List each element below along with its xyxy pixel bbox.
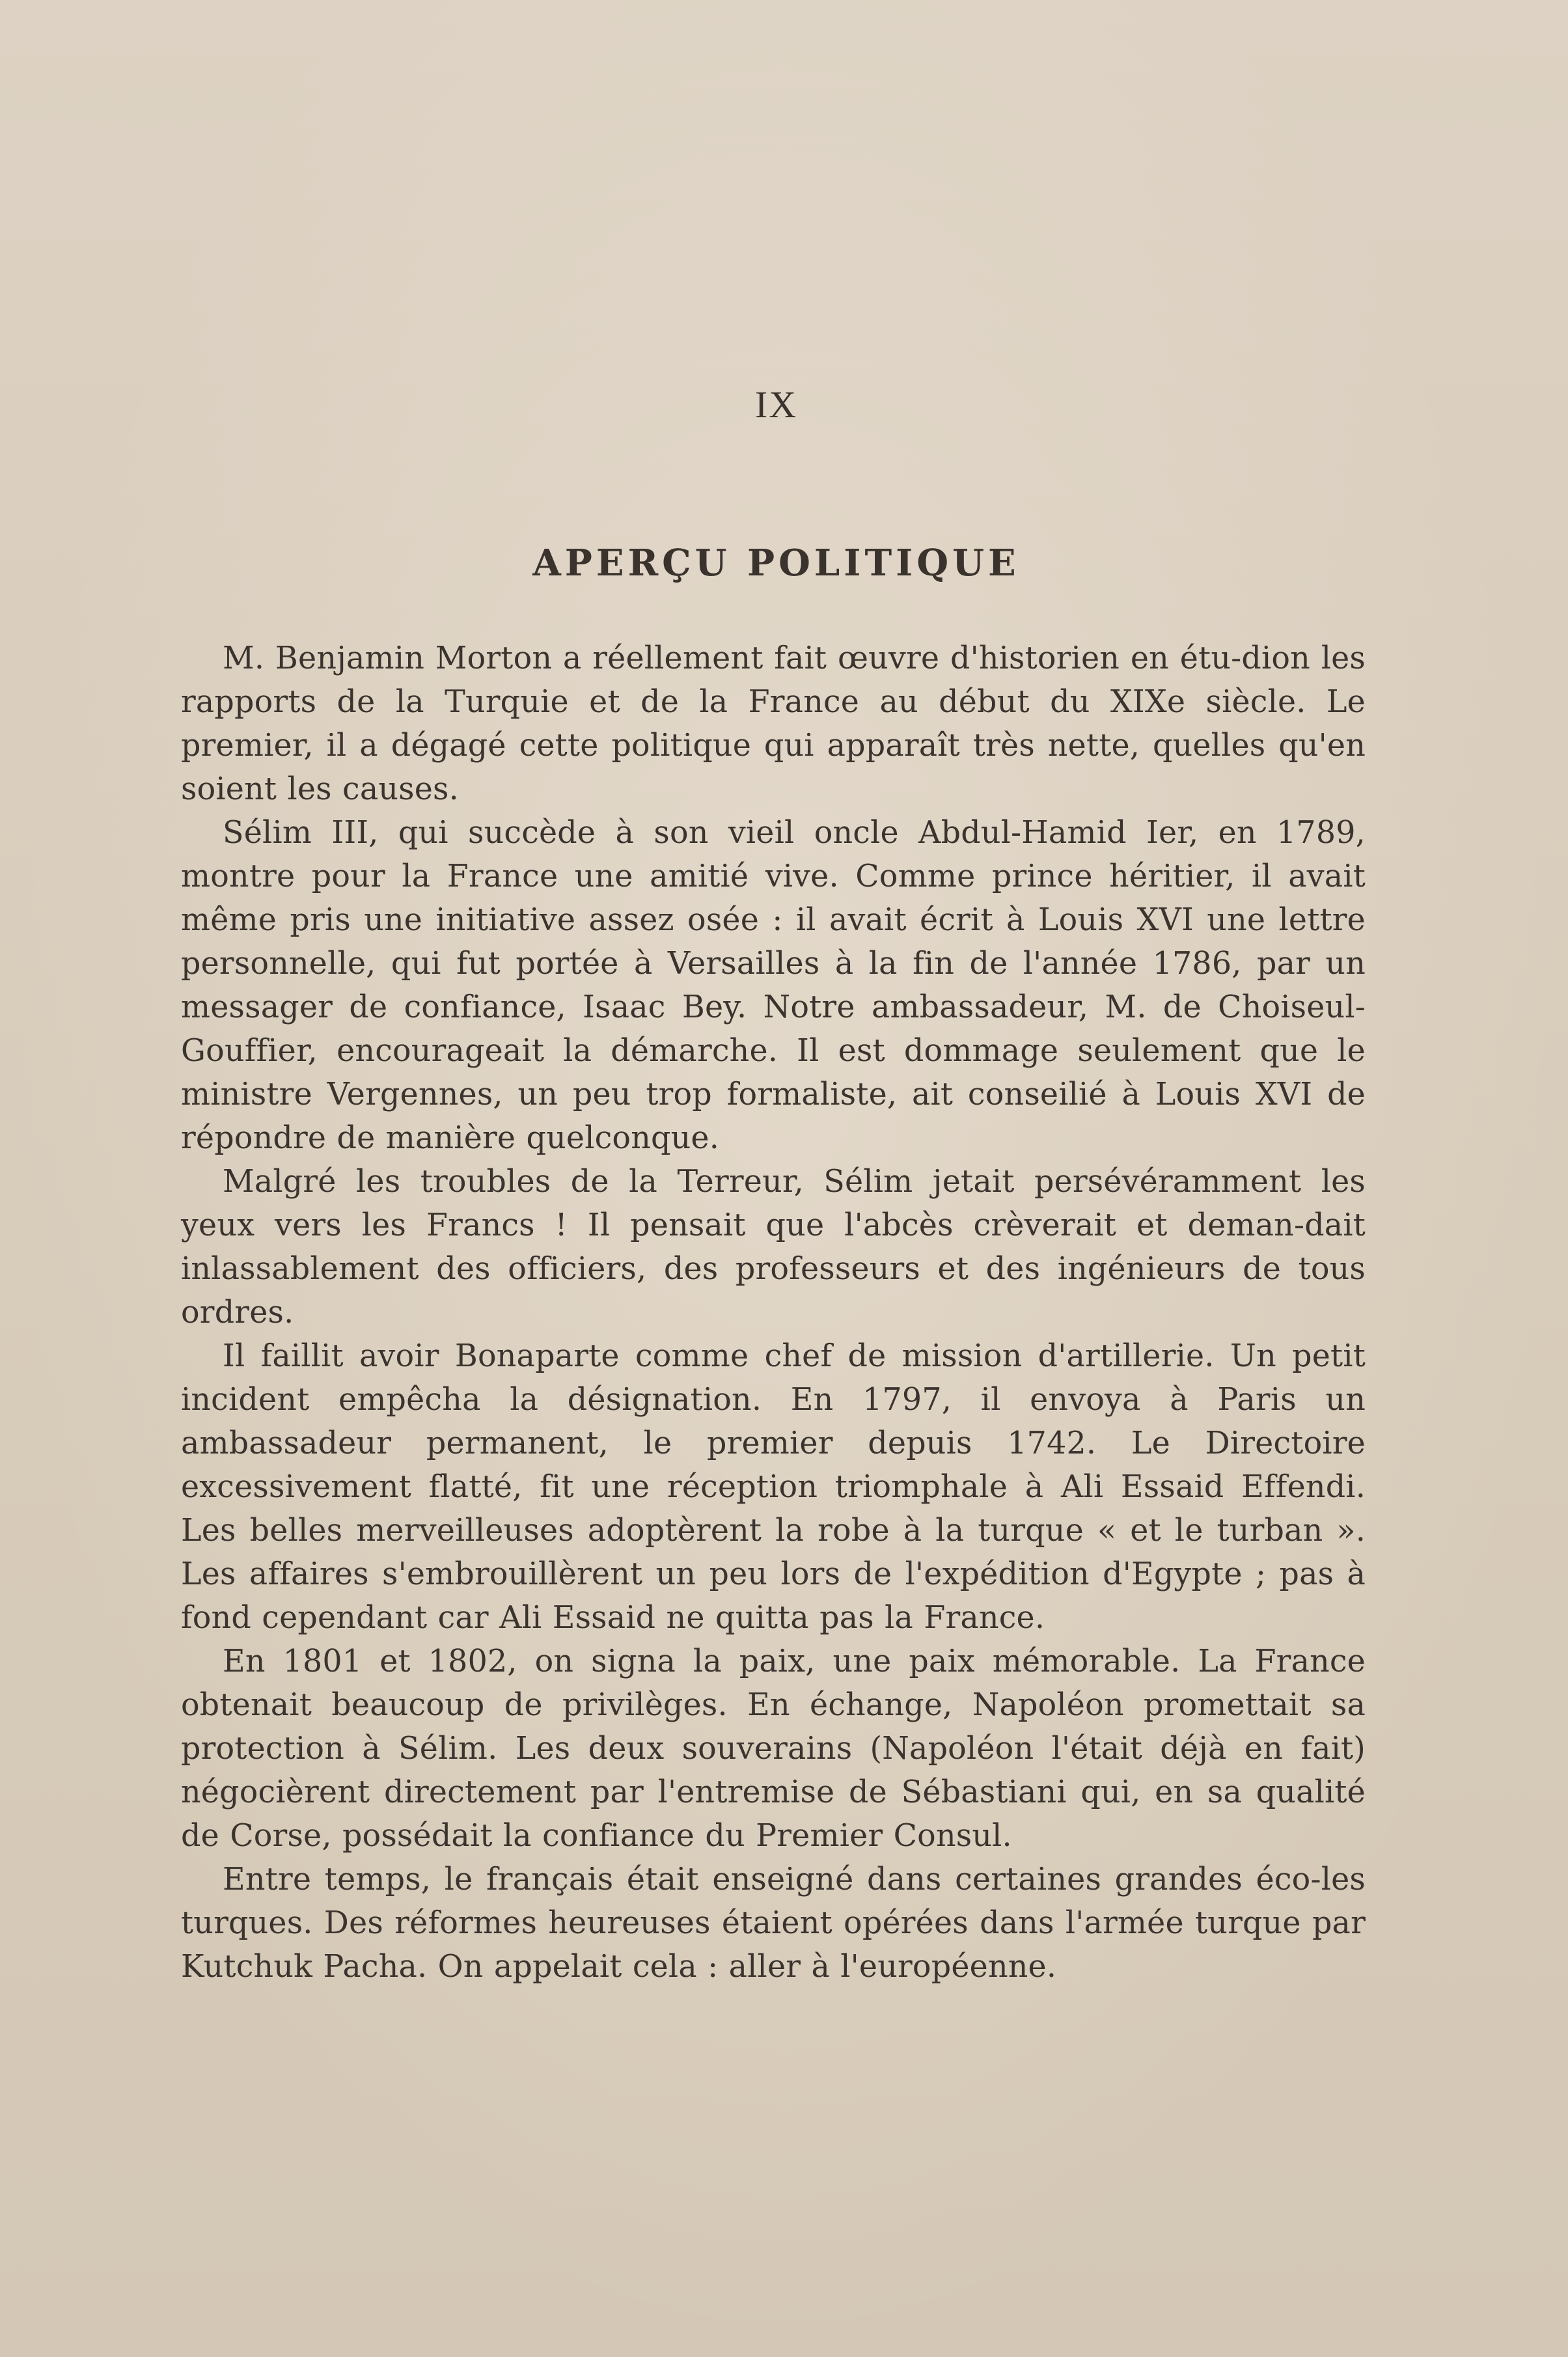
paragraph: M. Benjamin Morton a réellement fait œuvre d'historien en étu-dion les rapports de la Turquie et de la France au début du XIXe siècle. Le premier, il a dégagé cette politique qui apparaît très nette, quelles qu'en soient les causes. [181, 641, 1366, 807]
paragraph: Entre temps, le français était enseigné dans certaines grandes éco-les turques. Des réformes heureuses étaient opérées dans l'armée turque par Kutchuk Pacha. On appelait cela : aller à l'européenne. [181, 1862, 1366, 1985]
paragraph: Malgré les troubles de la Terreur, Sélim jetait persévéramment les yeux vers les Francs ! Il pensait que l'abcès crèverait et deman-dait inlassablement des officiers, des professeurs et des ingénieurs de tous ordres. [181, 1164, 1366, 1330]
paragraph: Sélim III, qui succède à son vieil oncle Abdul-Hamid Ier, en 1789, montre pour la France une amitié vive. Comme prince héritier, il avait même pris une initiative assez osée : il avait écrit à Louis XVI une lettre personnelle, qui fut portée à Versailles à la fin de l'année 1786, par un messager de confiance, Isaac Bey. Notre ambassadeur, M. de Choiseul-Gouffier, encourageait la démarche. Il est dommage seulement que le ministre Vergennes, un peu trop formaliste, ait conseilié à Louis XVI de répondre de manière quelconque. [181, 815, 1366, 1156]
paragraph: En 1801 et 1802, on signa la paix, une paix mémorable. La France obtenait beaucoup de privilèges. En échange, Napoléon promettait sa protection à Sélim. Les deux souverains (Napoléon l'était déjà en fait) négocièrent directement par l'entremise de Sébastiani qui, en sa qualité de Corse, possédait la confiance du Premier Consul. [181, 1644, 1366, 1854]
chapter-number: IX [754, 383, 798, 426]
paragraph: Il faillit avoir Bonaparte comme chef de mission d'artillerie. Un petit incident empêcha la désignation. En 1797, il envoya à Paris un ambassadeur permanent, le premier depuis 1742. Le Directoire excessivement flatté, fit une réception triomphale à Ali Essaid Effendi. Les belles merveilleuses adoptèrent la robe à la turque « et le turban ». Les affaires s'embrouillèrent un peu lors de l'expédition d'Egypte ; pas à fond cependant car Ali Essaid ne quitta pas la France. [181, 1338, 1366, 1636]
chapter-title: APERÇU POLITIQUE [532, 542, 1020, 585]
chapter-body [181, 637, 1366, 1989]
